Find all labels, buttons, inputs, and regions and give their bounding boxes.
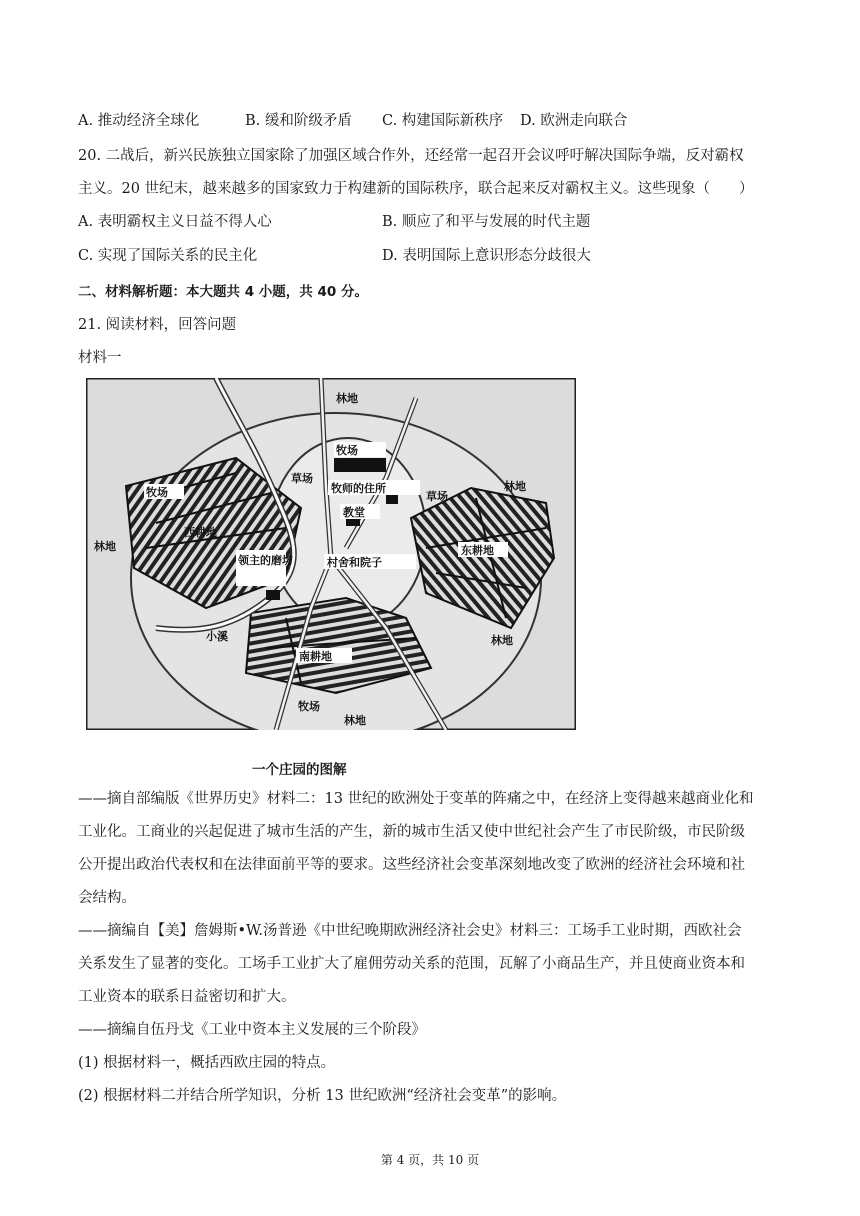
label-village: 村舍和院子 [327, 556, 382, 569]
label-forest-top: 林地 [336, 392, 358, 405]
label-forest-bottom: 林地 [344, 714, 366, 727]
label-pasture-top: 牧场 [336, 444, 358, 457]
material-line-5: ——摘编自【美】詹姆斯•W.汤普逊《中世纪晚期欧洲经济社会史》材料三：工场手工业时期，西欧社会 [78, 923, 742, 939]
q19-option-c: C. 构建国际新秩序 [382, 113, 504, 129]
q19-option-d: D. 欧洲走向联合 [520, 113, 628, 129]
section-title: 二、材料解析题：本大题共 4 小题，共 40 分。 [78, 284, 368, 300]
label-church: 教堂 [343, 506, 365, 519]
label-pastor-house: 牧师的住所 [331, 482, 386, 495]
q20-option-c: C. 实现了国际关系的民主化 [78, 248, 258, 264]
q20-option-d: D. 表明国际上意识形态分歧很大 [382, 248, 591, 264]
label-pasture-bottom: 牧场 [298, 700, 320, 713]
manor-map [86, 378, 576, 730]
q19-option-a: A. 推动经济全球化 [78, 113, 200, 129]
material-line-3: 公开提出政治代表权和在法律面前平等的要求。这些经济社会变革深刻地改变了欧洲的经济社会环境和社 [78, 857, 745, 873]
q19-option-b: B. 缓和阶级矛盾 [245, 113, 352, 129]
page-footer: 第 4 页，共 10 页 [380, 1153, 480, 1167]
label-forest-right: 林地 [504, 480, 526, 493]
material-line-1: ——摘自部编版《世界历史》材料二：13 世纪的欧洲处于变革的阵痛之中，在经济上变得越来越商业化和 [78, 791, 754, 807]
label-pasture-left: 牧场 [146, 486, 168, 499]
label-meadow-right: 草场 [426, 490, 448, 503]
q20-stem-line1: 20. 二战后，新兴民族独立国家除了加强区域合作外，还经常一起召开会议呼吁解决国际争端，反对霸权 [78, 148, 744, 164]
label-south-field: 南耕地 [299, 650, 332, 663]
label-west-field: 西耕地 [184, 526, 217, 539]
material-line-4: 会结构。 [78, 890, 136, 906]
label-east-field: 东耕地 [461, 544, 494, 557]
material-line-6: 关系发生了显著的变化。工场手工业扩大了雇佣劳动关系的范围，瓦解了小商品生产，并且使商业资本和 [78, 956, 745, 972]
label-meadow-left: 草场 [291, 472, 313, 485]
map-caption: 一个庄园的图解 [252, 762, 347, 778]
label-lord-house: 领主住所 [336, 459, 380, 472]
q20-option-b: B. 顺应了和平与发展的时代主题 [382, 214, 591, 230]
label-forest-right-bottom: 林地 [491, 634, 513, 647]
material-line-8: ——摘编自伍丹戈《工业中资本主义发展的三个阶段》 [78, 1022, 426, 1038]
q20-option-a: A. 表明霸权主义日益不得人心 [78, 214, 272, 230]
material-line-2: 工业化。工商业的兴起促进了城市生活的产生，新的城市生活又使中世纪社会产生了市民阶级，市民阶级 [78, 824, 745, 840]
material1-label: 材料一 [78, 350, 122, 366]
material-line-7: 工业资本的联系日益密切和扩大。 [78, 989, 296, 1005]
q21-title: 21. 阅读材料，回答问题 [78, 317, 237, 333]
label-stream: 小溪 [206, 630, 228, 643]
sub-question-1: (1) 根据材料一，概括西欧庄园的特点。 [78, 1055, 336, 1071]
q20-stem-line2: 主义。20 世纪末，越来越多的国家致力于构建新的国际秩序，联合起来反对霸权主义。这些现象（ ） [78, 181, 754, 197]
sub-question-2: (2) 根据材料二并结合所学知识，分析 13 世纪欧洲“经济社会变革”的影响。 [78, 1088, 567, 1104]
label-lord-mill: 领主的磨坊 [238, 554, 293, 567]
label-forest-left: 林地 [94, 540, 116, 553]
